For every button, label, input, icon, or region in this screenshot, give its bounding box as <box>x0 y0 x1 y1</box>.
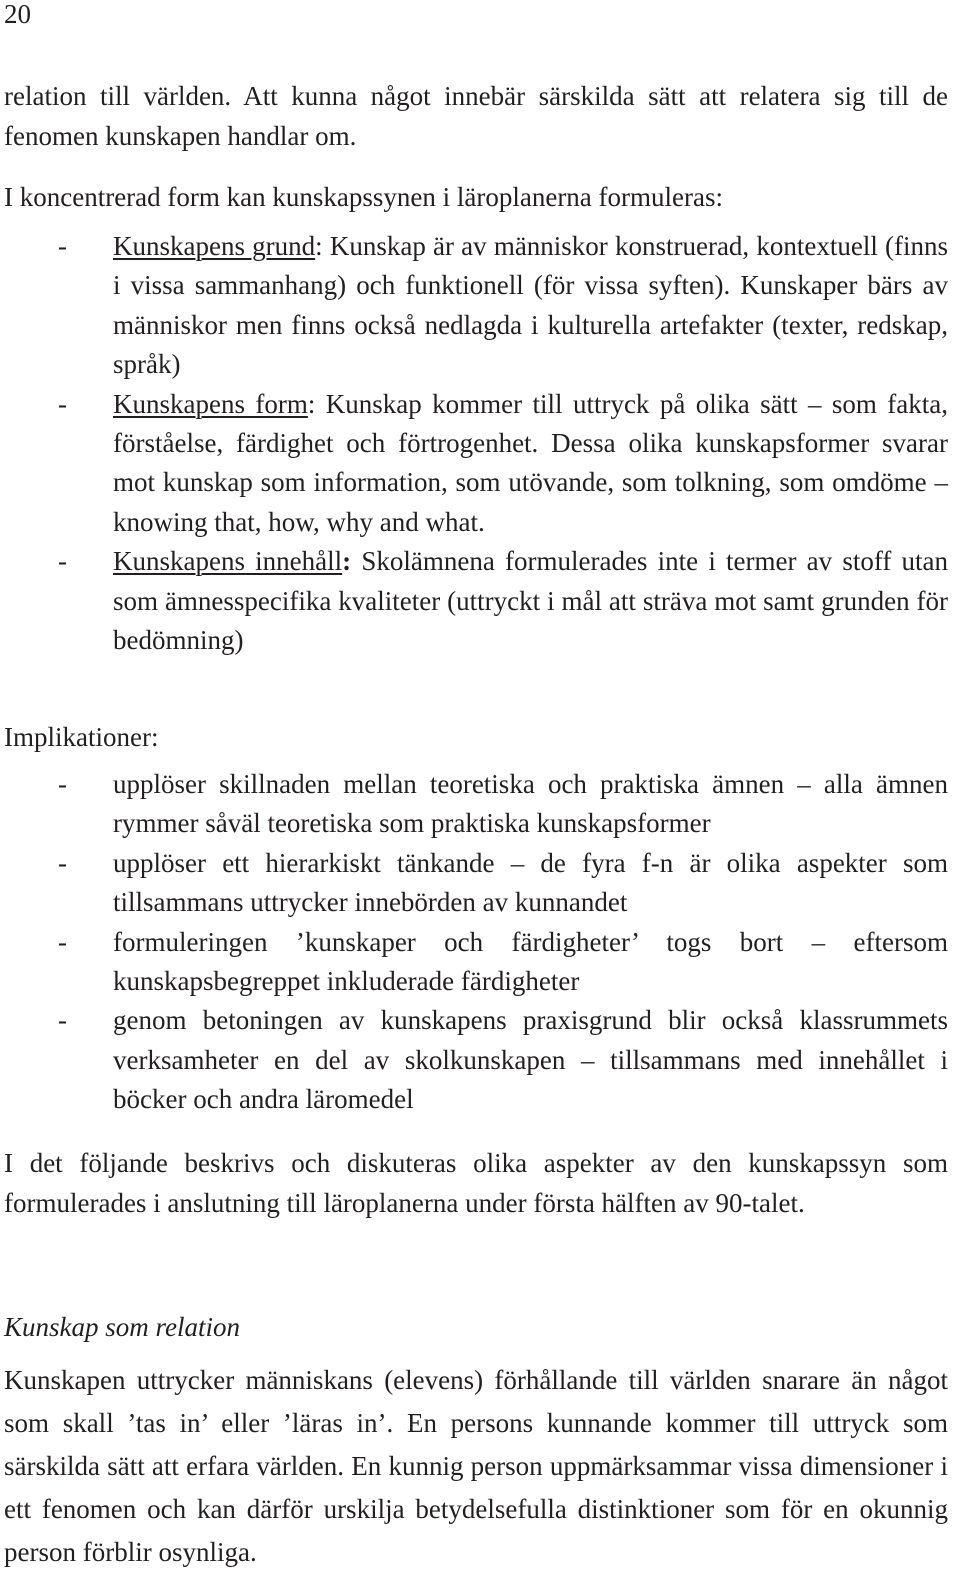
list-dash: - <box>58 1005 67 1036</box>
implication-item <box>4 765 948 844</box>
definitions-list <box>4 227 948 660</box>
implication-text: genom betoningen av kunskapens praxisgrund blir också klassrummets verksamheter en del av skolkunskapen – tillsammans med innehållet i böcker och andra läromedel <box>113 1005 948 1115</box>
list-dash: - <box>58 847 67 878</box>
definition-item-form <box>4 385 948 543</box>
list-dash: - <box>58 546 67 577</box>
implications-heading: Implikationer: <box>4 722 159 752</box>
list-dash: - <box>58 769 67 799</box>
implication-item <box>4 1001 948 1119</box>
implication-text: upplöser skillnaden mellan teoretiska och praktiska ämnen – alla ämnen rymmer såväl teoretiska som praktiska kunskapsformer <box>113 769 948 839</box>
section-paragraph: Kunskapen uttrycker människans (elevens) förhållande till världen snarare än något som skall ’tas in’ eller ’läras in’. En persons kunnande kommer till uttryck som särskilda sätt att erfara världen. En kunnig person uppmärksammar vissa dimensioner i ett fenomen och kan därför urskilja betydelsefulla distinktioner som för en okunnig person förblir osynliga. <box>4 1365 948 1567</box>
definition-text: Kunskap är av människor konstruerad, kontextuell (finns i vissa sammanhang) och funktionell (för vissa syften). Kunskaper bärs av människor men finns också nedlagda i kulturella artefakter (texter, redskap, språk) <box>113 231 948 380</box>
definition-separator: : <box>315 231 323 261</box>
implication-item <box>4 923 948 1002</box>
section-heading: Kunskap som relation <box>4 1312 240 1342</box>
definition-item-grund <box>4 227 948 385</box>
definition-separator: : <box>342 546 352 577</box>
definition-term: Kunskapens form <box>113 388 308 419</box>
definition-term: Kunskapens grund <box>113 231 316 261</box>
list-dash: - <box>58 231 67 261</box>
implication-text: formuleringen ’kunskaper och färdigheter’ togs bort – eftersom kunskapsbegreppet inkluderade färdigheter <box>113 926 948 997</box>
definition-separator: : <box>307 388 316 419</box>
list-dash: - <box>58 388 67 419</box>
list-dash: - <box>58 926 67 957</box>
definition-term: Kunskapens innehåll <box>113 546 343 577</box>
implication-item <box>4 844 948 923</box>
page-number: 20 <box>4 0 31 29</box>
summary-lead: I koncentrerad form kan kunskapssynen i läroplanerna formuleras: <box>4 182 723 212</box>
implications-list <box>4 765 948 1120</box>
following-paragraph: I det följande beskrivs och diskuteras olika aspekter av den kunskapssyn som formulerades i anslutning till läroplanerna under första hälften av 90-talet. <box>4 1148 948 1218</box>
definition-item-innehall <box>4 542 948 660</box>
implication-text: upplöser ett hierarkiskt tänkande – de fyra f-n är olika aspekter som tillsammans uttrycker innebörden av kunnandet <box>113 847 948 918</box>
intro-paragraph: relation till världen. Att kunna något innebär särskilda sätt att relatera sig till de fenomen kunskapen handlar om. <box>4 81 948 151</box>
definition-text: Kunskap kommer till uttryck på olika sätt – som fakta, förståelse, färdighet och förtrogenhet. Dessa olika kunskapsformer svarar mot kunskap som information, som utövande, som tolkning, som omdöme – knowing that, how, why and what. <box>113 388 949 537</box>
definition-text: Skolämnena formulerades inte i termer av stoff utan som ämnesspecifika kvaliteter (uttryckt i mål att sträva mot samt grunden för bedömning) <box>113 546 949 656</box>
